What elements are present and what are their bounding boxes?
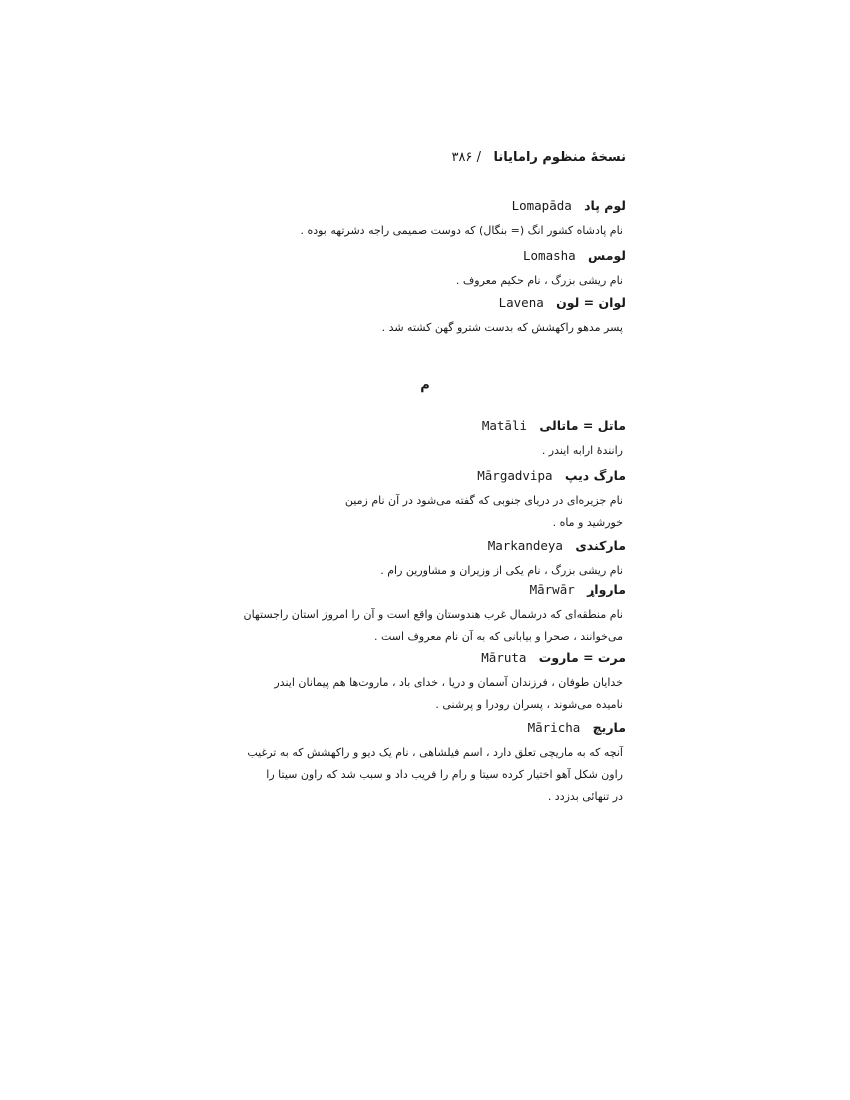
definition-line: نام جزیره‌ای در دریای جنوبی که گفته می‌شود در آن نام زمین [344,494,623,507]
entry-definition [236,560,623,582]
term-persian: مارکندی [575,538,626,553]
entry-definition [236,742,623,808]
entry-definition [236,604,623,648]
section-letter-heading: م [420,378,430,393]
entry-term [236,416,626,436]
term-persian: ماریچ [592,720,626,735]
term-latin: Māruta [481,650,527,665]
term-latin: Māricha [527,720,581,735]
definition-line: خورشید و ماه . [552,516,623,529]
definition-line: نام ریشی بزرگ ، نام حکیم معروف . [455,274,623,287]
definition-line: نامیده می‌شوند ، پسران رودرا و پرشنی . [435,698,623,711]
entry-definition [236,220,623,242]
definition-line: می‌خوانند ، صحرا و بیابانی که به آن نام معروف است . [373,630,623,643]
term-persian: لومس [588,248,626,263]
term-latin: Lomasha [523,248,576,263]
term-persian: مارگ دیپ [564,468,626,483]
definition-line: خدایان طوفان ، فرزندان آسمان و دریا ، خدای باد ، ماروت‌ها هم پیمانان ایندر [274,676,623,689]
glossary-entry-lomasha [236,246,626,292]
entry-term [236,718,626,738]
entry-definition [236,490,623,534]
glossary-entry-markandeya [236,536,626,582]
glossary-entry-marwar [236,580,626,648]
term-persian: لوان = لون [556,295,626,310]
page-number: ۳۸۶ [451,150,473,165]
definition-line: در تنهائی بدزدد . [547,790,623,803]
term-latin: Matāli [481,418,528,433]
running-header [451,150,626,165]
term-latin: Lomapāda [511,198,572,213]
entry-term [236,536,626,556]
term-persian: لوم پاد [584,198,626,213]
entry-term [236,246,626,266]
entry-definition [236,270,623,292]
term-persian: مرت = ماروت [538,650,626,665]
term-latin: Mārgadvipa [477,468,553,483]
book-title: نسخهٔ منظوم رامایانا [493,150,626,165]
glossary-entry-maricha [236,718,626,808]
entry-term [236,196,626,216]
glossary-entry-lomapada [236,196,626,242]
entry-definition [236,440,623,462]
glossary-entry-lavena [236,293,626,339]
definition-line: نام پادشاه کشور انگ (= بنگال) که دوست صمیمی راجه دشرتهه بوده . [300,224,623,237]
definition-line: رانندهٔ ارابه ایندر . [541,444,623,457]
term-persian: ماتل = ماتالی [539,418,626,433]
term-latin: Mārwār [529,582,575,597]
glossary-entry-margadvipa [236,466,626,534]
entry-term [236,293,626,313]
definition-line: نام منطقه‌ای که درشمال غرب هندوستان واقع است و آن را امروز استان راجستهان [243,608,623,621]
entry-term [236,580,626,600]
entry-term [236,648,626,668]
entry-definition [236,317,623,339]
glossary-entry-matali [236,416,626,462]
header-separator: / [476,150,481,165]
entry-term [236,466,626,486]
definition-line: آنچه که به ماریچی تعلق دارد ، اسم فیلشاهی ، نام یک دیو و راکهشش که به ترغیب [247,746,623,759]
term-latin: Markandeya [487,538,563,553]
term-persian: مارواړ [587,582,626,597]
definition-line: راون شکل آهو اختیار کرده سیتا و رام را فریب داد و سبب شد که راون سیتا را [266,768,623,781]
definition-line: نام ریشی بزرگ ، نام یکی از وزیران و مشاورین رام . [380,564,623,577]
entry-definition [236,672,623,716]
term-latin: Lavena [498,295,544,310]
page-number-group [451,150,480,165]
glossary-entry-maruta [236,648,626,716]
definition-line: پسر مدهو راکهشش که بدست شترو گهن کشته شد . [381,321,623,334]
